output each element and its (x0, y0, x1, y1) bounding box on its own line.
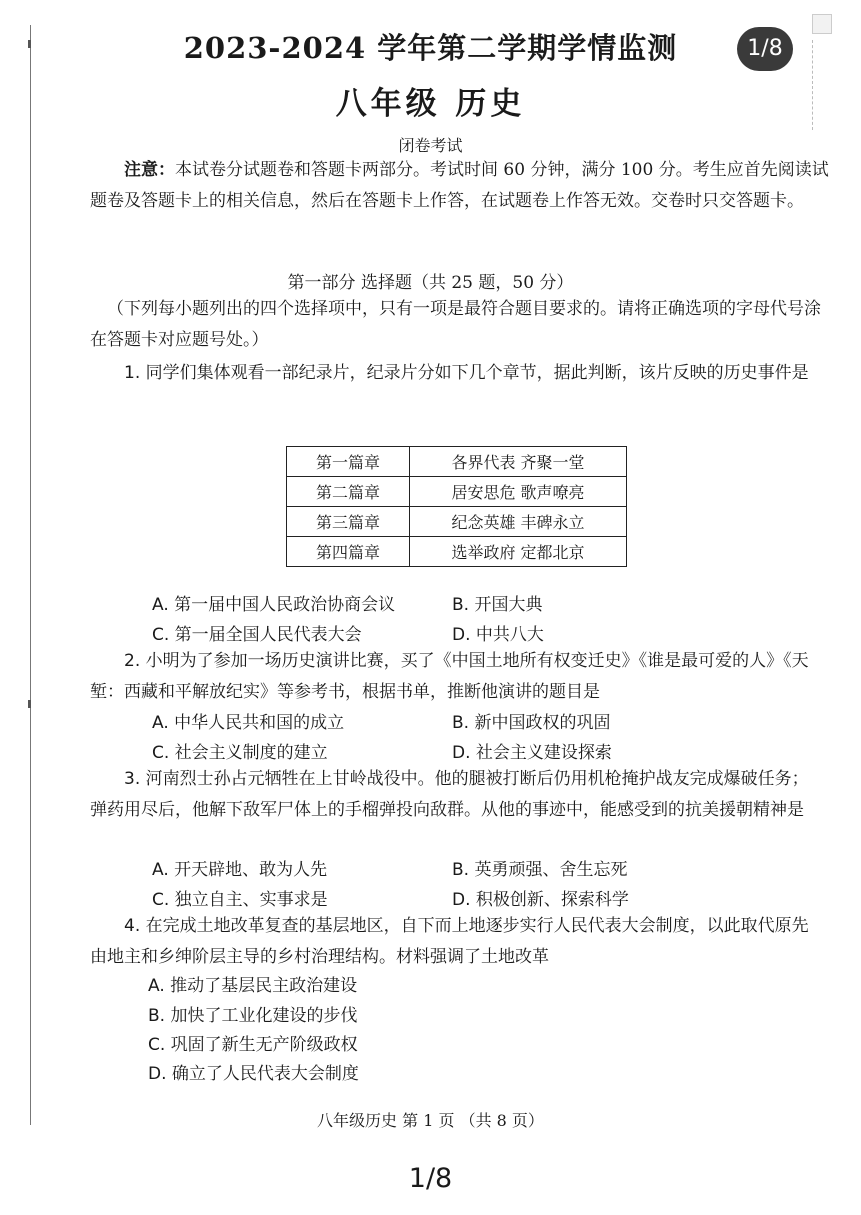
option-d: D. 中共八大 (452, 625, 544, 645)
table-cell: 纪念英雄 丰碑永立 (410, 507, 627, 537)
option-c: C. 第一届全国人民代表大会 (152, 625, 362, 645)
question-3-stem: 3. 河南烈士孙占元牺牲在上甘岭战役中。他的腿被打断后仍用机枪掩护战友完成爆破任务；弹药用尽后，他解下敌军尸体上的手榴弹投向敌群。从他的事迹中，能感受到的抗美援朝精神是 (90, 769, 809, 820)
section-instruction: （下列每小题列出的四个选择项中，只有一项是最符合题目要求的。请将正确选项的字母代号涂在答题卡对应题号处。） (90, 299, 821, 350)
table-cell: 第四篇章 (287, 537, 410, 567)
table-cell: 居安思危 歌声嘹亮 (410, 477, 627, 507)
table-row (287, 507, 627, 537)
option-a: A. 推动了基层民主政治建设 (148, 976, 358, 996)
option-d: D. 确立了人民代表大会制度 (148, 1064, 359, 1084)
question-2-stem: 2. 小明为了参加一场历史演讲比赛，买了《中国土地所有权变迁史》《谁是最可爱的人》《天堑：西藏和平解放纪实》等参考书，根据书单，推断他演讲的题目是 (90, 651, 809, 702)
option-b: B. 新中国政权的巩固 (452, 713, 611, 733)
table-row (287, 537, 627, 567)
question-1-stem: 1. 同学们集体观看一部纪录片，纪录片分如下几个章节，据此判断，该片反映的历史事件是 (124, 363, 809, 383)
option-c: C. 独立自主、实事求是 (152, 890, 328, 910)
option-a: A. 中华人民共和国的成立 (152, 713, 345, 733)
table-cell: 第三篇章 (287, 507, 410, 537)
chapter-table (286, 446, 627, 567)
table-cell: 第二篇章 (287, 477, 410, 507)
subject-title: 八年级 历史 (335, 86, 526, 122)
exam-type: 闭卷考试 (398, 136, 463, 155)
option-b: B. 加快了工业化建设的步伐 (148, 1006, 358, 1026)
table-cell: 第一篇章 (287, 447, 410, 477)
option-b: B. 开国大典 (452, 595, 543, 615)
notice-text: 本试卷分试题卷和答题卡两部分。考试时间 60 分钟，满分 100 分。考生应首先阅读试题卷及答题卡上的相关信息，然后在答题卡上作答，在试题卷上作答无效。交卷时只交答题卡。 (90, 160, 829, 211)
option-b: B. 英勇顽强、舍生忘死 (452, 860, 628, 880)
margin-mark (28, 700, 31, 708)
option-c: C. 社会主义制度的建立 (152, 743, 328, 763)
option-a: A. 开天辟地、敢为人先 (152, 860, 328, 880)
table-row (287, 477, 627, 507)
table-row (287, 447, 627, 477)
page-indicator: 1/8 (408, 1163, 453, 1194)
option-c: C. 巩固了新生无产阶级政权 (148, 1035, 358, 1055)
table-cell: 各界代表 齐聚一堂 (410, 447, 627, 477)
notice-label: 注意： (124, 160, 175, 180)
exam-title: 2023-2024 学年第二学期学情监测 (183, 31, 678, 65)
section-title: 第一部分 选择题（共 25 题，50 分） (287, 273, 574, 293)
binding-margin-line (30, 25, 31, 1125)
notice (90, 155, 830, 217)
page-badge: 1/8 (737, 27, 793, 71)
option-d: D. 社会主义建设探索 (452, 743, 612, 763)
option-a: A. 第一届中国人民政治协商会议 (152, 595, 396, 615)
question-4-stem: 4. 在完成土地改革复查的基层地区，自下而上地逐步实行人民代表大会制度，以此取代原先由地主和乡绅阶层主导的乡村治理结构。材料强调了土地改革 (90, 916, 809, 967)
option-d: D. 积极创新、探索科学 (452, 890, 629, 910)
table-cell: 选举政府 定都北京 (410, 537, 627, 567)
page-footer: 八年级历史 第 1 页 （共 8 页） (317, 1111, 544, 1130)
